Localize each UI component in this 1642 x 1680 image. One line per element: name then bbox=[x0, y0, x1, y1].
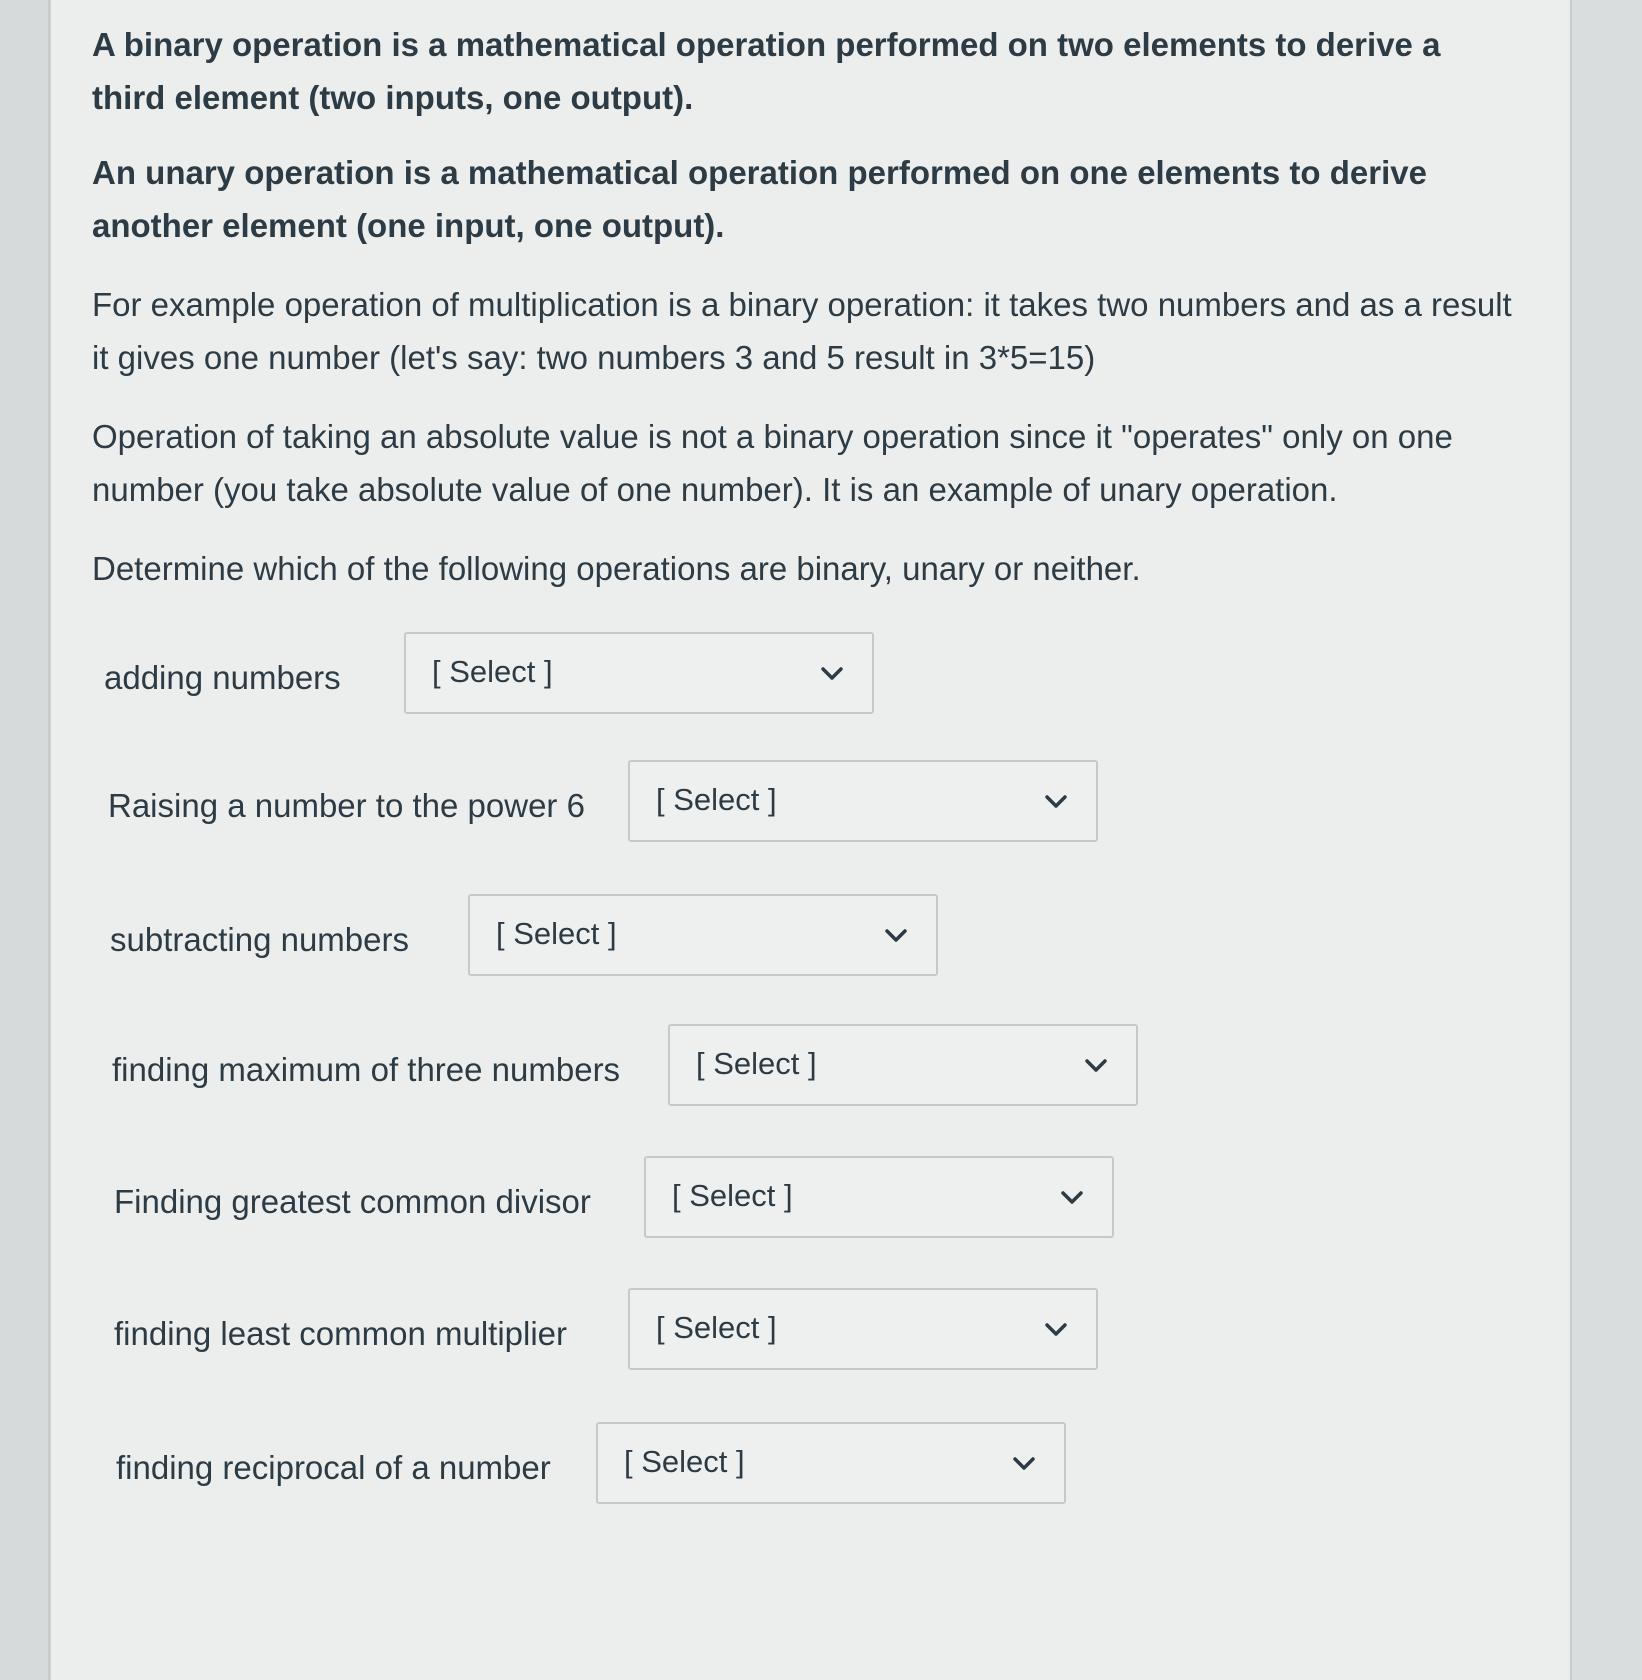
question-label: adding numbers bbox=[104, 659, 341, 696]
unary-definition: An unary operation is a mathematical operation performed on one elements to derive another element (one input, one output). bbox=[92, 154, 1427, 244]
question-label: Finding greatest common divisor bbox=[114, 1183, 591, 1220]
answer-dropdown[interactable] bbox=[468, 894, 938, 976]
right-margin bbox=[1570, 0, 1642, 1680]
dropdown-selected-value: [ Select ] bbox=[656, 1310, 777, 1345]
question-label: Raising a number to the power 6 bbox=[108, 787, 585, 824]
dropdown-selected-value: [ Select ] bbox=[496, 916, 617, 951]
dropdown-selected-value: [ Select ] bbox=[656, 782, 777, 817]
answer-dropdown[interactable] bbox=[628, 1288, 1098, 1370]
absolute-value-example: Operation of taking an absolute value is not a binary operation since it "operates" only on one number (you take absolute value of one number). It is an example of unary operation. bbox=[92, 418, 1453, 508]
answer-dropdown[interactable] bbox=[404, 632, 874, 714]
question-row bbox=[92, 632, 1392, 718]
dropdown-selected-value: [ Select ] bbox=[432, 654, 553, 689]
chevron-down-icon bbox=[1010, 1450, 1038, 1478]
multiplication-example: For example operation of multiplication is a binary operation: it takes two numbers and as a result it gives one number (let's say: two numbers 3 and 5 result in 3*5=15) bbox=[92, 286, 1512, 376]
question-row bbox=[98, 894, 1398, 980]
chevron-down-icon bbox=[1042, 1316, 1070, 1344]
dropdown-selected-value: [ Select ] bbox=[672, 1178, 793, 1213]
chevron-down-icon bbox=[882, 922, 910, 950]
answer-dropdown[interactable] bbox=[644, 1156, 1114, 1238]
question-label: finding least common multiplier bbox=[114, 1315, 568, 1352]
dropdown-selected-value: [ Select ] bbox=[696, 1046, 817, 1081]
instruction-text: Determine which of the following operations are binary, unary or neither. bbox=[92, 550, 1141, 587]
chevron-down-icon bbox=[1058, 1184, 1086, 1212]
dropdown-selected-value: [ Select ] bbox=[624, 1444, 745, 1479]
chevron-down-icon bbox=[1082, 1052, 1110, 1080]
binary-definition: A binary operation is a mathematical operation performed on two elements to derive a third element (two inputs, one output). bbox=[92, 26, 1441, 116]
left-margin bbox=[0, 0, 50, 1680]
question-row bbox=[104, 1422, 1404, 1508]
question-label: subtracting numbers bbox=[110, 921, 409, 958]
answer-dropdown[interactable] bbox=[668, 1024, 1138, 1106]
question-row bbox=[102, 1288, 1402, 1374]
answer-dropdown[interactable] bbox=[596, 1422, 1066, 1504]
chevron-down-icon bbox=[1042, 788, 1070, 816]
chevron-down-icon bbox=[818, 660, 846, 688]
question-label: finding reciprocal of a number bbox=[116, 1449, 551, 1486]
question-content bbox=[92, 18, 1532, 621]
answer-dropdown[interactable] bbox=[628, 760, 1098, 842]
question-row bbox=[96, 760, 1396, 846]
question-row bbox=[102, 1156, 1402, 1242]
question-row bbox=[100, 1024, 1400, 1110]
question-label: finding maximum of three numbers bbox=[112, 1051, 621, 1088]
